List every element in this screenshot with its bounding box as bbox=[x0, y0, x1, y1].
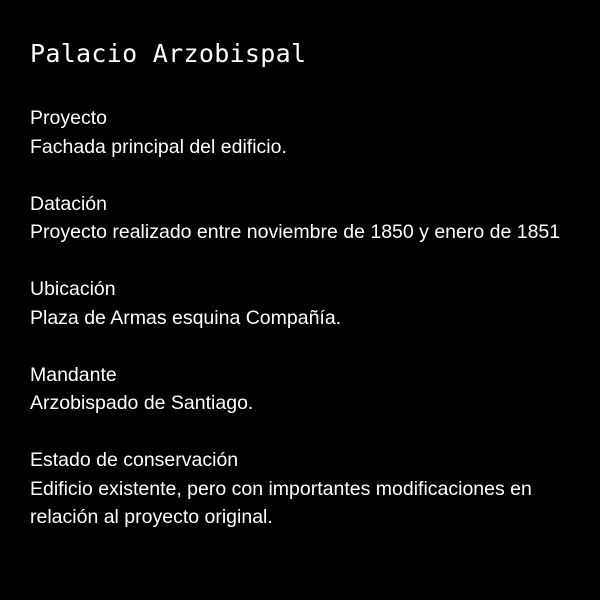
section-value: Proyecto realizado entre noviembre de 1850 y enero de 1851 bbox=[30, 221, 561, 243]
section-label: Proyecto bbox=[30, 107, 107, 129]
section-label: Mandante bbox=[30, 363, 117, 386]
section-value: Plaza de Armas esquina Compañía. bbox=[30, 306, 342, 329]
section-estado-conservacion bbox=[30, 446, 575, 532]
section-value: Edificio existente, pero con importantes modificaciones en relación al proyecto original. bbox=[30, 477, 532, 528]
details-list bbox=[30, 104, 575, 560]
section-label: Estado de conservación bbox=[30, 449, 239, 471]
section-mandante bbox=[30, 361, 575, 418]
section-label: Datación bbox=[30, 192, 107, 215]
section-ubicacion bbox=[30, 275, 575, 332]
section-value: Arzobispado de Santiago. bbox=[30, 392, 254, 414]
page-title: Palacio Arzobispal bbox=[30, 39, 307, 68]
section-value: Fachada principal del edificio. bbox=[30, 135, 287, 158]
section-proyecto bbox=[30, 104, 575, 161]
section-label: Ubicación bbox=[30, 278, 116, 300]
section-datacion bbox=[30, 190, 575, 247]
